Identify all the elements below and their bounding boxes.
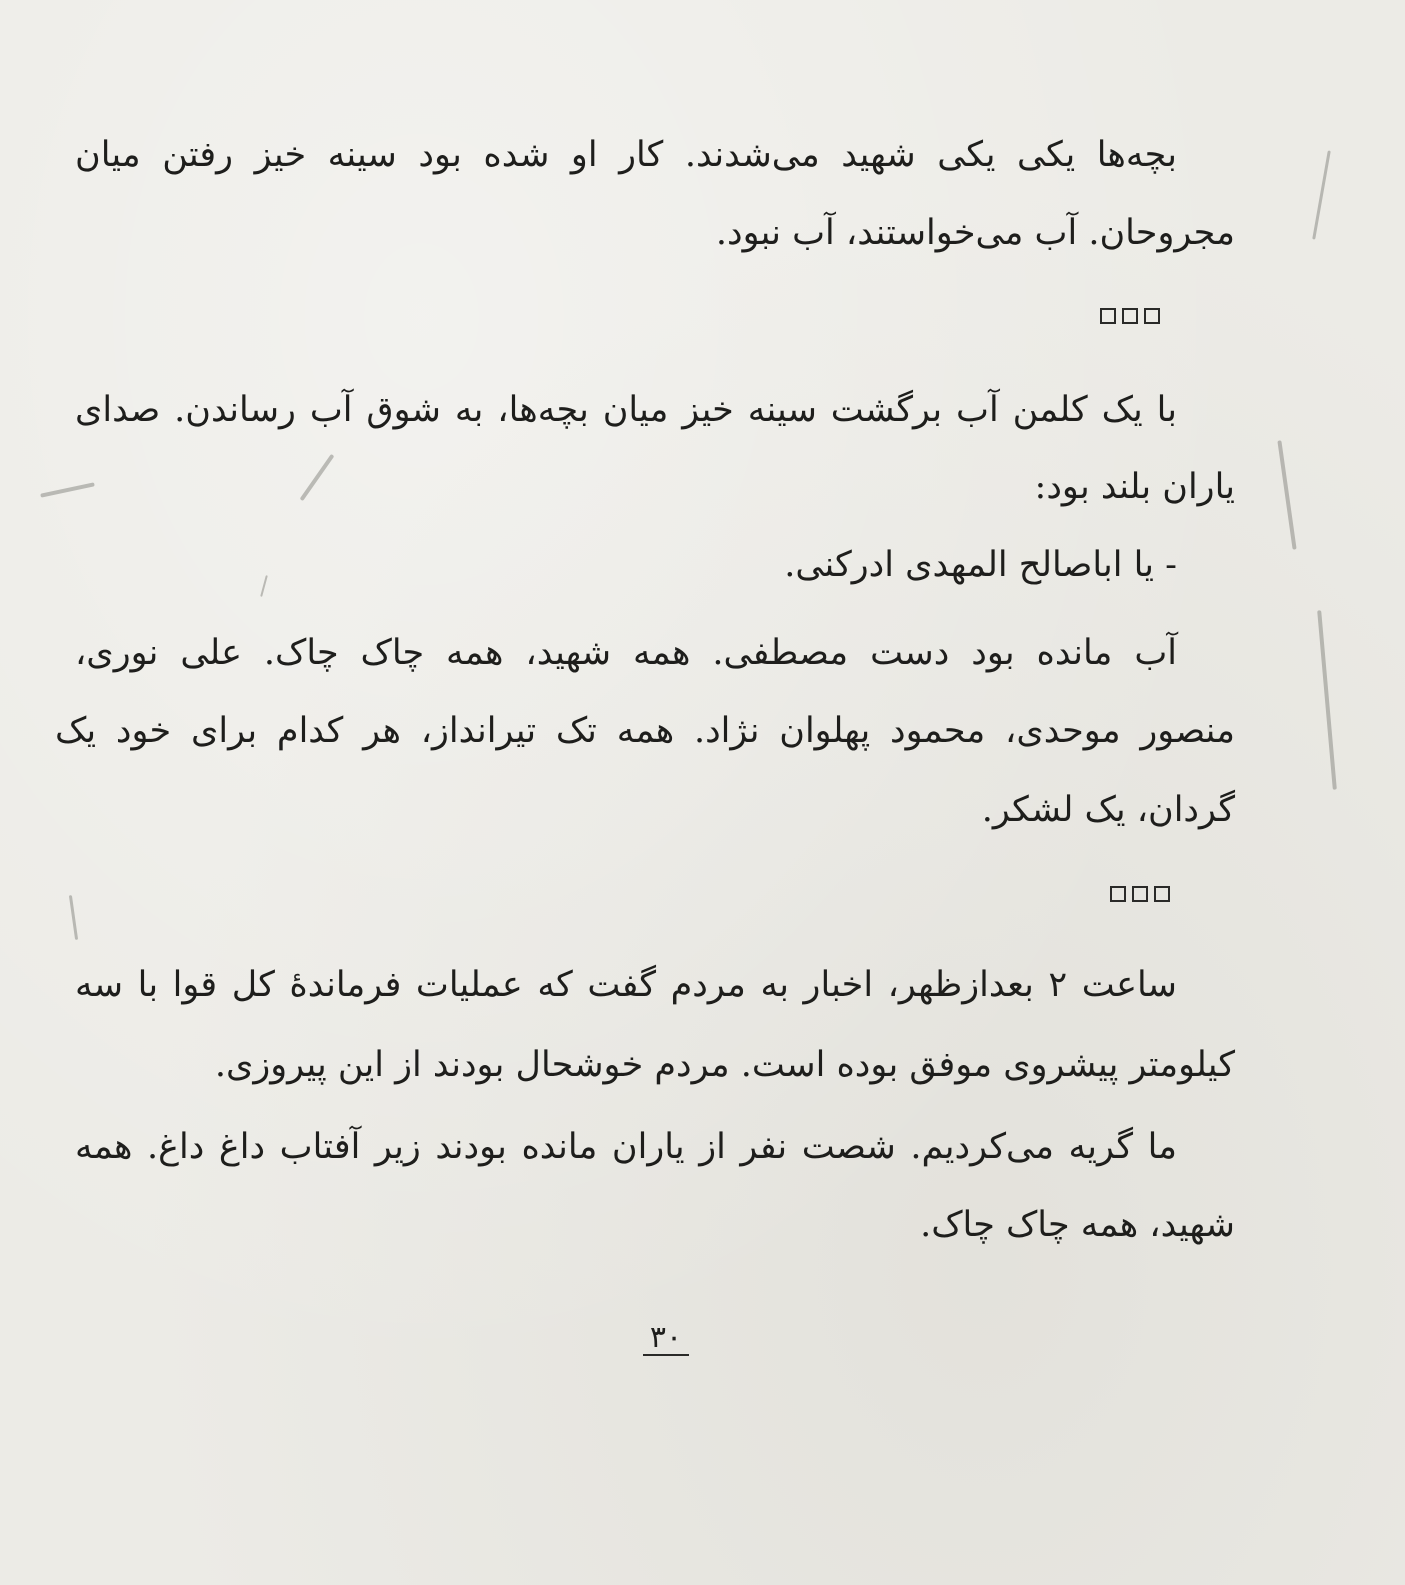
text-line: ما گریه می‌کردیم. شصت نفر از یاران مانده بودند زیر آفتاب داغ داغ. همه [75,1127,1177,1167]
separator-square-icon [1132,886,1148,902]
text-line: با یک کلمن آب برگشت سینه خیز میان بچه‌ها، به شوق آب رساندن. صدای [75,390,1177,430]
separator-square-icon [1110,886,1126,902]
text-line: یاران بلند بود: [1034,467,1235,507]
text-line: - یا اباصالح المهدی ادرکنی. [784,545,1177,585]
paper-scratch [69,895,78,940]
text-line: کیلومتر پیشروی موفق بوده است. مردم خوشحال بودند از این پیروزی. [214,1045,1235,1085]
page-number: ۳۰ [643,1322,689,1356]
text-line: گردان، یک لشکر. [981,790,1235,830]
section-separator [1100,308,1160,324]
separator-square-icon [1154,886,1170,902]
paper-scratch [1312,150,1331,239]
text-line: آب مانده بود دست مصطفی. همه شهید، همه چاک چاک. علی نوری، [75,633,1177,673]
text-line: مجروحان. آب می‌خواستند، آب نبود. [715,213,1235,253]
text-line: شهید، همه چاک چاک. [920,1205,1235,1245]
paper-scratch [1317,610,1337,790]
section-separator [1110,886,1170,902]
separator-square-icon [1122,308,1138,324]
paper-scratch [1277,440,1296,549]
separator-square-icon [1100,308,1116,324]
text-line: بچه‌ها یکی یکی شهید می‌شدند. کار او شده بود سینه خیز رفتن میان [75,135,1177,175]
separator-square-icon [1144,308,1160,324]
text-line: ساعت ۲ بعدازظهر، اخبار به مردم گفت که عملیات فرماندهٔ کل قوا با سه [75,965,1177,1005]
text-line: منصور موحدی، محمود پهلوان نژاد. همه تک تیرانداز، هر کدام برای خود یک [55,711,1235,751]
